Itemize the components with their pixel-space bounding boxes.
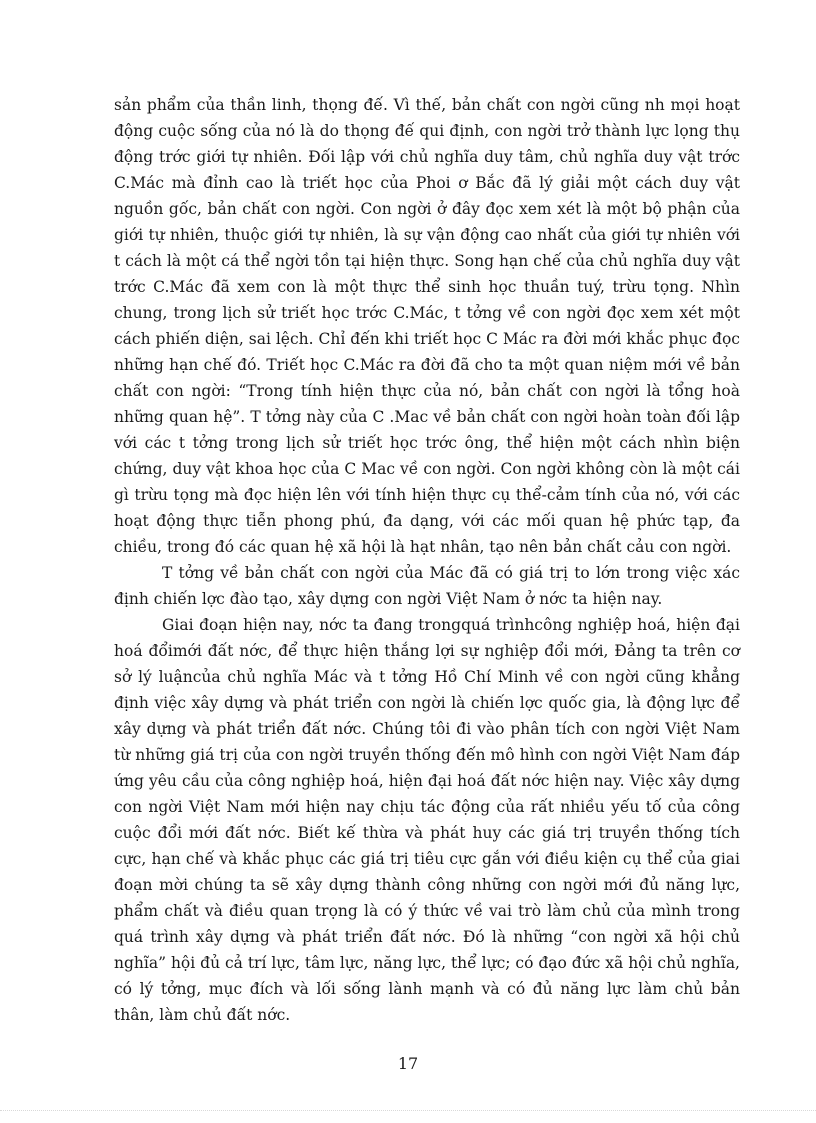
paragraph-2: T tởng về bản chất con ngời của Mác đã có giá trị to lớn trong việc xác định chiến lợc đào tạo, xây dựng con ngời Việt Nam ở nớc ta hiện nay. — [114, 564, 740, 608]
page-number: 17 — [397, 1054, 419, 1073]
paragraph-3: Giai đoạn hiện nay, nớc ta đang trongquá trìnhcông nghiệp hoá, hiện đại hoá đổimới đất nớc, để thực hiện thắng lợi sự nghiệp đổi mới, Đảng ta trên cơ sở lý luậncủa chủ nghĩa Mác và t tởng Hồ Chí Minh về con ngời cũng khẳng định việc xây dựng và phát triển con ngời là chiến lợc quốc gia, là động lực để xây dựng và phát triển đất nớc. Chúng tôi đi vào phân tích con ngời Việt Nam từ những giá trị của con ngời truyền thống đến mô hình con ngời Việt Nam đáp ứng yêu cầu của công nghiệp hoá, hiện đại hoá đất nớc hiện nay. Việc xây dựng con ngời Việt Nam mới hiện nay chịu tác động của rất nhiều yếu tố của công cuộc đổi mới đất nớc. Biết kế thừa và phát huy các giá trị truyền thống tích cực, hạn chế và khắc phục các giá trị tiêu cực gắn với điều kiện cụ thể của giai đoạn mời chúng ta sẽ xây dựng thành công những con ngời mới đủ năng lực, phẩm chất và điều quan trọng là có ý thức về vai trò làm chủ của mình trong quá trình xây dựng và phát triển đất nớc. Đó là những “con ngời xã hội chủ nghĩa” hội đủ cả trí lực, tâm lực, năng lực, thể lực; có đạo đức xã hội chủ nghĩa, có lý tởng, mục đích và lối sống lành mạnh và có đủ năng lực làm chủ bản thân, làm chủ đất nớc. — [114, 616, 740, 1024]
paragraph-1: sản phẩm của thần linh, thọng đế. Vì thế, bản chất con ngời cũng nh mọi hoạt động cuộc sống của nó là do thọng đế qui định, con ngời trở thành lực lọng thụ động trớc giới tự nhiên. Đối lập với chủ nghĩa duy tâm, chủ nghĩa duy vật trớc C.Mác mà đỉnh cao là triết học của Phoi ơ Bắc đã lý giải một cách duy vật nguồn gốc, bản chất con ngời. Con ngời ở đây đọc xem xét là một bộ phận của giới tự nhiên, thuộc giới tự nhiên, là sự vận động cao nhất của giới tự nhiên với t cách là một cá thể ngời tồn tại hiện thực. Song hạn chế của chủ nghĩa duy vật trớc C.Mác đã xem con là một thực thể sinh học thuần tuý, trừu tọng. Nhìn chung, trong lịch sử triết học trớc C.Mác, t tởng về con ngời đọc xem xét một cách phiến diện, sai lệch. Chỉ đến khi triết học C Mác ra đời mới khắc phục đọc những hạn chế đó. Triết học C.Mác ra đời đã cho ta một quan niệm mới về bản chất con ngời: “Trong tính hiện thực của nó, bản chất con ngời là tổng hoà những quan hệ”. T tởng này của C .Mac về bản chất con ngời hoàn toàn đối lập với các t tởng trong lịch sử triết học trớc ông, thể hiện một cách nhìn biện chứng, duy vật khoa học của C Mac về con ngời. Con ngời không còn là một cái gì trừu tọng mà đọc hiện lên với tính hiện thực cụ thể-cảm tính của nó, với các hoạt động thực tiễn phong phú, đa dạng, với các mối quan hệ phức tạp, đa chiều, trong đó các quan hệ xã hội là hạt nhân, tạo nên bản chất cảu con ngời. — [114, 96, 740, 556]
footer-divider — [0, 1110, 816, 1111]
document-body — [114, 92, 740, 1028]
